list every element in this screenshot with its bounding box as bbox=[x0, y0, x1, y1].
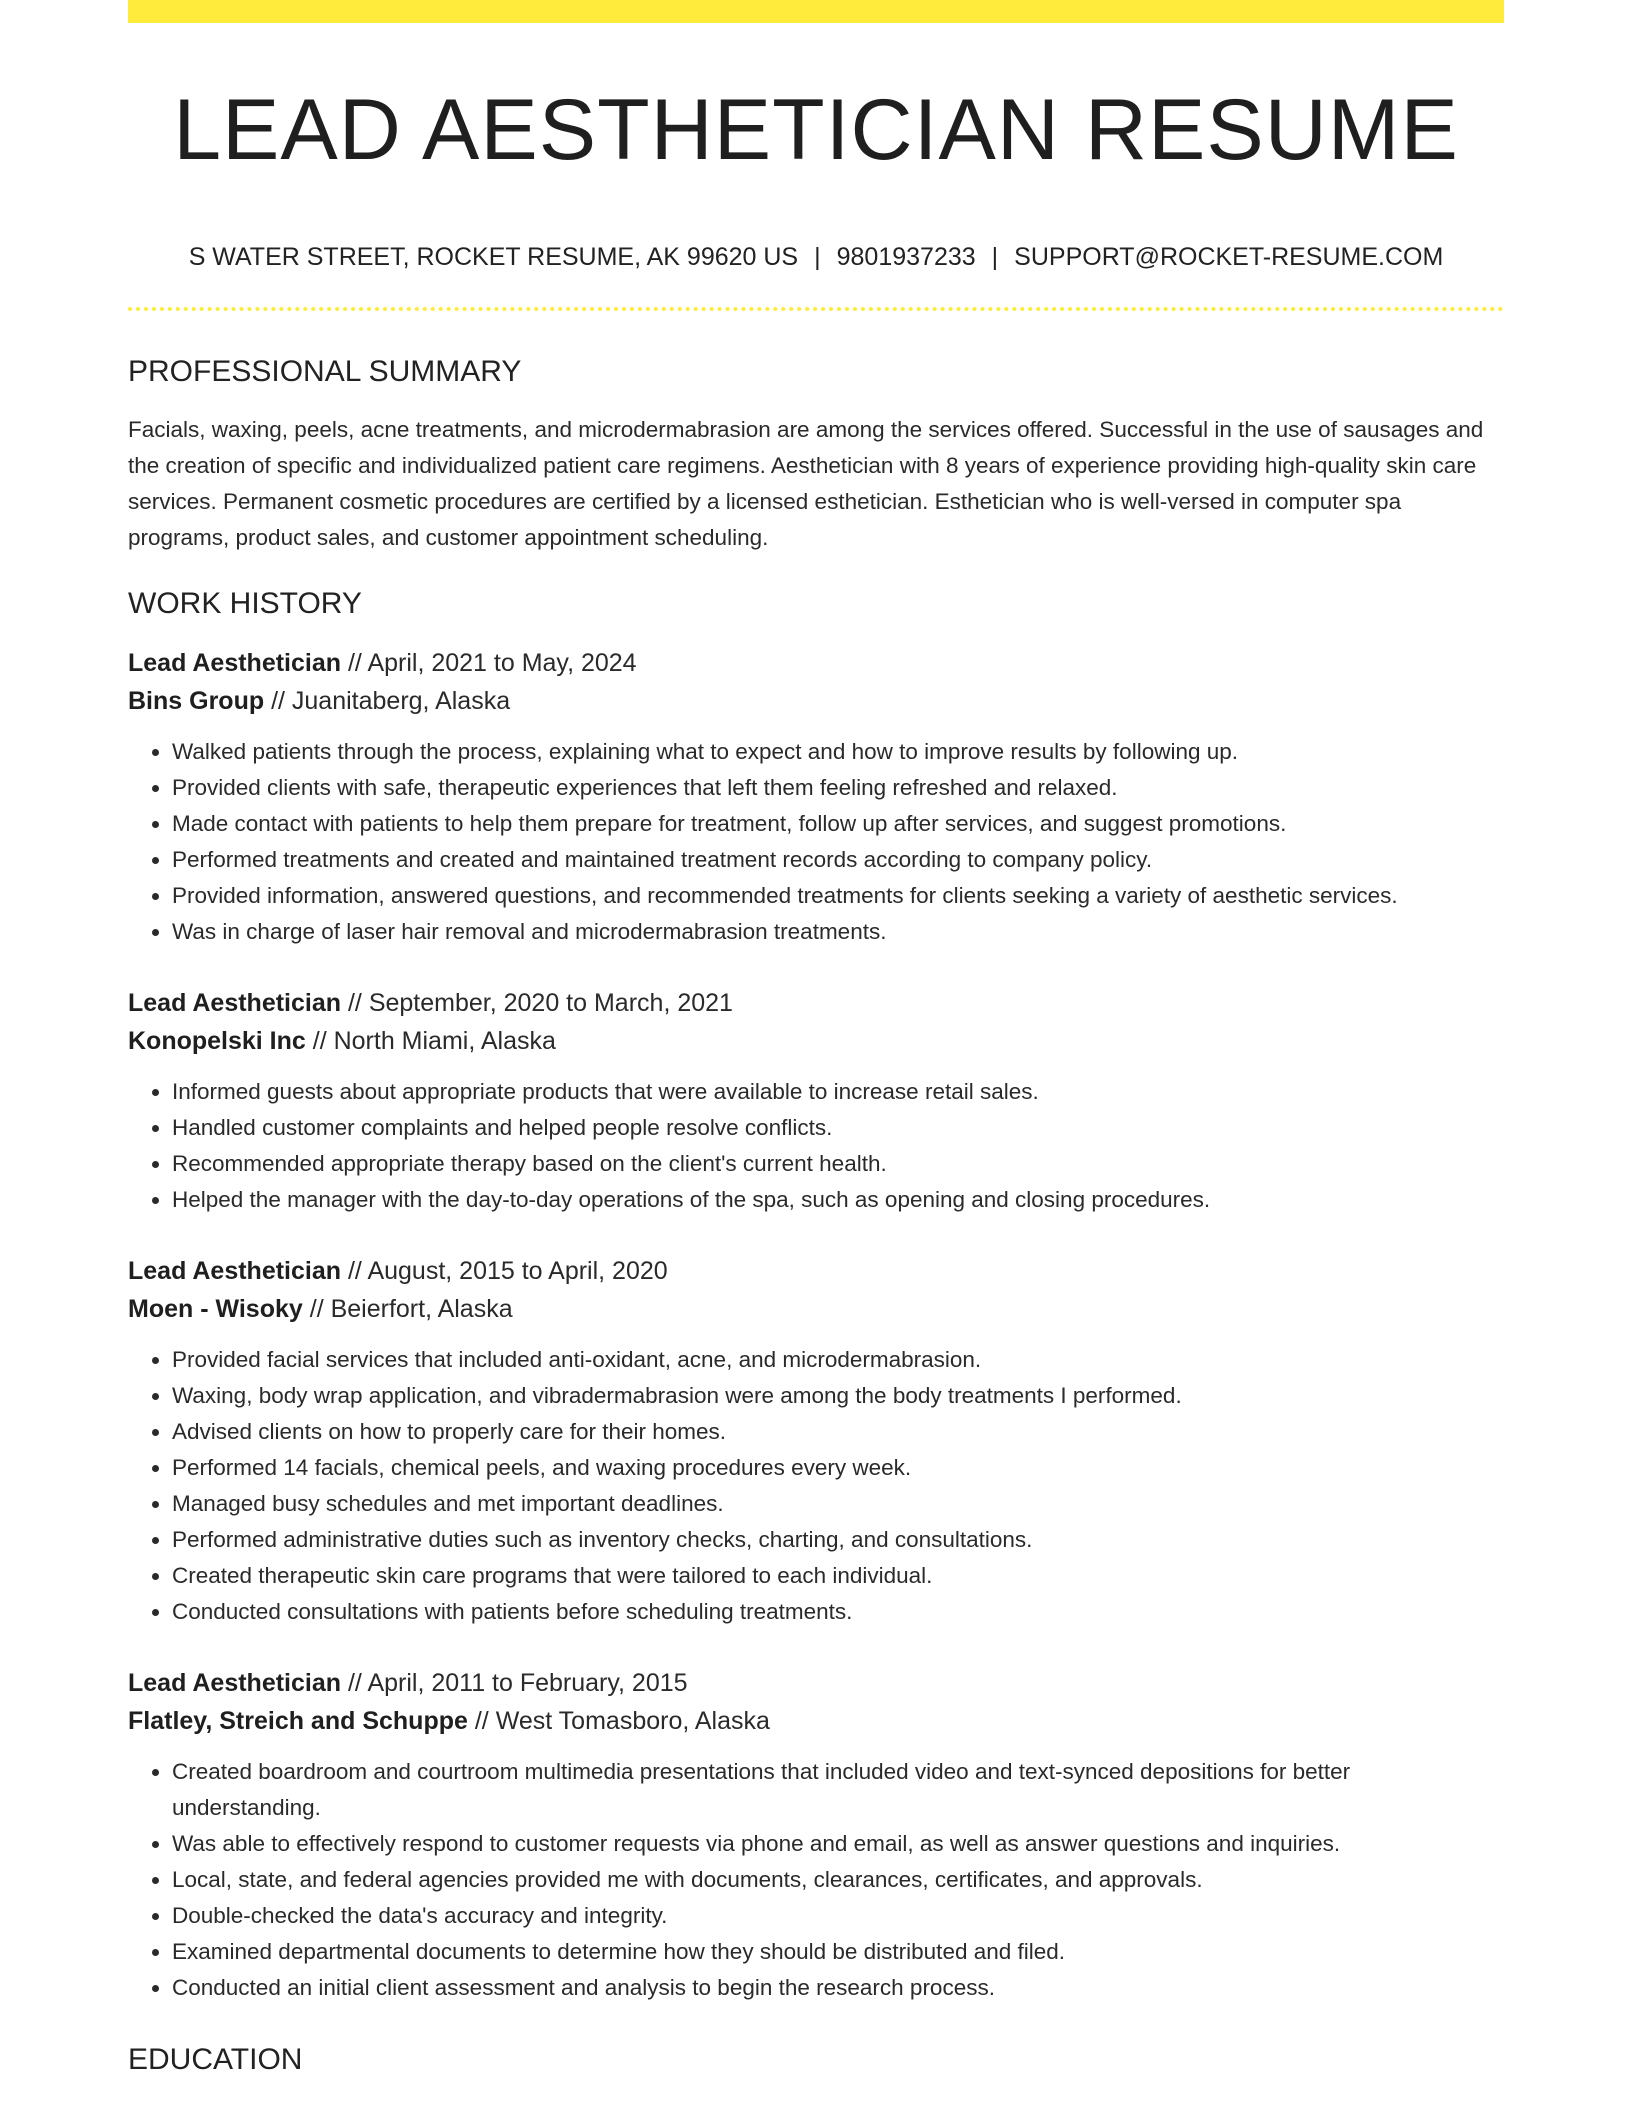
job-title: Lead Aesthetician bbox=[128, 649, 342, 677]
job-dates: // August, 2015 to April, 2020 bbox=[347, 1257, 668, 1285]
job-location: // Juanitaberg, Alaska bbox=[271, 687, 511, 715]
contact-address: S WATER STREET, ROCKET RESUME, AK 99620 US bbox=[188, 243, 799, 271]
page-title: LEAD AESTHETICIAN RESUME bbox=[173, 82, 1459, 178]
section-heading-work-history: WORK HISTORY bbox=[128, 587, 362, 620]
list-item: • Made contact with patients to help them prepare for treatment, follow up after services, and suggest promotions. bbox=[172, 806, 1504, 842]
list-item: • Helped the manager with the day-to-day operations of the spa, such as opening and closing procedures. bbox=[172, 1182, 1504, 1218]
job-title-line bbox=[128, 984, 1504, 1022]
summary-text: Facials, waxing, peels, acne treatments, and microdermabrasion are among the services offered. Successful in the use of sausages and the creation of specific and individualized patient care regimens. Aesthetician with 8 years of experience providing high-quality skin care services. Permanent cosmetic procedures are certified by a licensed esthetician. Esthetician who is well-versed in computer spa programs, product sales, and customer appointment scheduling. bbox=[128, 417, 1484, 550]
job-dates: // April, 2011 to February, 2015 bbox=[347, 1669, 688, 1697]
contact-line bbox=[128, 240, 1504, 274]
professional-summary-section bbox=[128, 352, 1504, 556]
job-title: Lead Aesthetician bbox=[128, 989, 342, 1017]
list-item: • Walked patients through the process, explaining what to expect and how to improve results by following up. bbox=[172, 734, 1504, 770]
job-bullets bbox=[128, 1754, 1504, 2006]
list-item: • Conducted consultations with patients before scheduling treatments. bbox=[172, 1594, 1504, 1630]
job-location: // North Miami, Alaska bbox=[312, 1027, 556, 1055]
job-dates: // April, 2021 to May, 2024 bbox=[347, 649, 637, 677]
education-section bbox=[128, 2040, 1504, 2080]
contact-email: SUPPORT@ROCKET-RESUME.COM bbox=[1014, 243, 1444, 271]
job-company-line bbox=[128, 682, 1504, 720]
section-heading-education: EDUCATION bbox=[128, 2043, 303, 2076]
job-company-line bbox=[128, 1022, 1504, 1060]
job-title-line bbox=[128, 1252, 1504, 1290]
list-item: • Was able to effectively respond to customer requests via phone and email, as well as answer questions and inquiries. bbox=[172, 1826, 1504, 1862]
list-item: • Double-checked the data's accuracy and integrity. bbox=[172, 1898, 1504, 1934]
section-heading-summary: PROFESSIONAL SUMMARY bbox=[128, 355, 522, 388]
job-dates: // September, 2020 to March, 2021 bbox=[347, 989, 733, 1017]
job-bullets bbox=[128, 1342, 1504, 1630]
accent-top-bar bbox=[128, 0, 1504, 23]
resume-header bbox=[128, 72, 1504, 274]
list-item: • Performed treatments and created and maintained treatment records according to company policy. bbox=[172, 842, 1504, 878]
list-item: • Performed administrative duties such as inventory checks, charting, and consultations. bbox=[172, 1522, 1504, 1558]
job-entry bbox=[128, 644, 1504, 950]
list-item: • Provided clients with safe, therapeutic experiences that left them feeling refreshed and relaxed. bbox=[172, 770, 1504, 806]
list-item: • Created boardroom and courtroom multimedia presentations that included video and text-synced depositions for better understanding. bbox=[172, 1754, 1504, 1826]
job-bullets bbox=[128, 1074, 1504, 1218]
job-title-line bbox=[128, 644, 1504, 682]
list-item: • Handled customer complaints and helped people resolve conflicts. bbox=[172, 1110, 1504, 1146]
job-title: Lead Aesthetician bbox=[128, 1257, 342, 1285]
job-entry bbox=[128, 1664, 1504, 2006]
list-item: • Provided facial services that included anti-oxidant, acne, and microdermabrasion. bbox=[172, 1342, 1504, 1378]
job-entry bbox=[128, 1252, 1504, 1630]
header-divider bbox=[128, 307, 1504, 311]
job-location: // Beierfort, Alaska bbox=[309, 1295, 513, 1323]
list-item: • Provided information, answered questions, and recommended treatments for clients seeking a variety of aesthetic services. bbox=[172, 878, 1504, 914]
job-entry bbox=[128, 984, 1504, 1218]
contact-separator: | bbox=[814, 243, 821, 271]
contact-separator: | bbox=[991, 243, 999, 271]
job-location: // West Tomasboro, Alaska bbox=[474, 1707, 770, 1735]
contact-phone: 9801937233 bbox=[836, 243, 976, 271]
list-item: • Performed 14 facials, chemical peels, and waxing procedures every week. bbox=[172, 1450, 1504, 1486]
work-history-section bbox=[128, 584, 1504, 2006]
list-item: • Local, state, and federal agencies provided me with documents, clearances, certificates, and approvals. bbox=[172, 1862, 1504, 1898]
list-item: • Managed busy schedules and met important deadlines. bbox=[172, 1486, 1504, 1522]
list-item: • Waxing, body wrap application, and vibradermabrasion were among the body treatments I performed. bbox=[172, 1378, 1504, 1414]
job-company-line bbox=[128, 1702, 1504, 1740]
list-item: • Advised clients on how to properly care for their homes. bbox=[172, 1414, 1504, 1450]
list-item: • Examined departmental documents to determine how they should be distributed and filed. bbox=[172, 1934, 1504, 1970]
list-item: • Recommended appropriate therapy based on the client's current health. bbox=[172, 1146, 1504, 1182]
job-company: Konopelski Inc bbox=[128, 1027, 306, 1055]
job-company: Flatley, Streich and Schuppe bbox=[128, 1707, 468, 1735]
job-company: Bins Group bbox=[128, 687, 265, 715]
job-company: Moen - Wisoky bbox=[128, 1295, 303, 1323]
list-item: • Created therapeutic skin care programs that were tailored to each individual. bbox=[172, 1558, 1504, 1594]
job-company-line bbox=[128, 1290, 1504, 1328]
job-title: Lead Aesthetician bbox=[128, 1669, 342, 1697]
job-bullets bbox=[128, 734, 1504, 950]
list-item: • Was in charge of laser hair removal and microdermabrasion treatments. bbox=[172, 914, 1504, 950]
list-item: • Conducted an initial client assessment and analysis to begin the research process. bbox=[172, 1970, 1504, 2006]
job-title-line bbox=[128, 1664, 1504, 1702]
resume-content bbox=[128, 352, 1504, 2100]
list-item: • Informed guests about appropriate products that were available to increase retail sales. bbox=[172, 1074, 1504, 1110]
